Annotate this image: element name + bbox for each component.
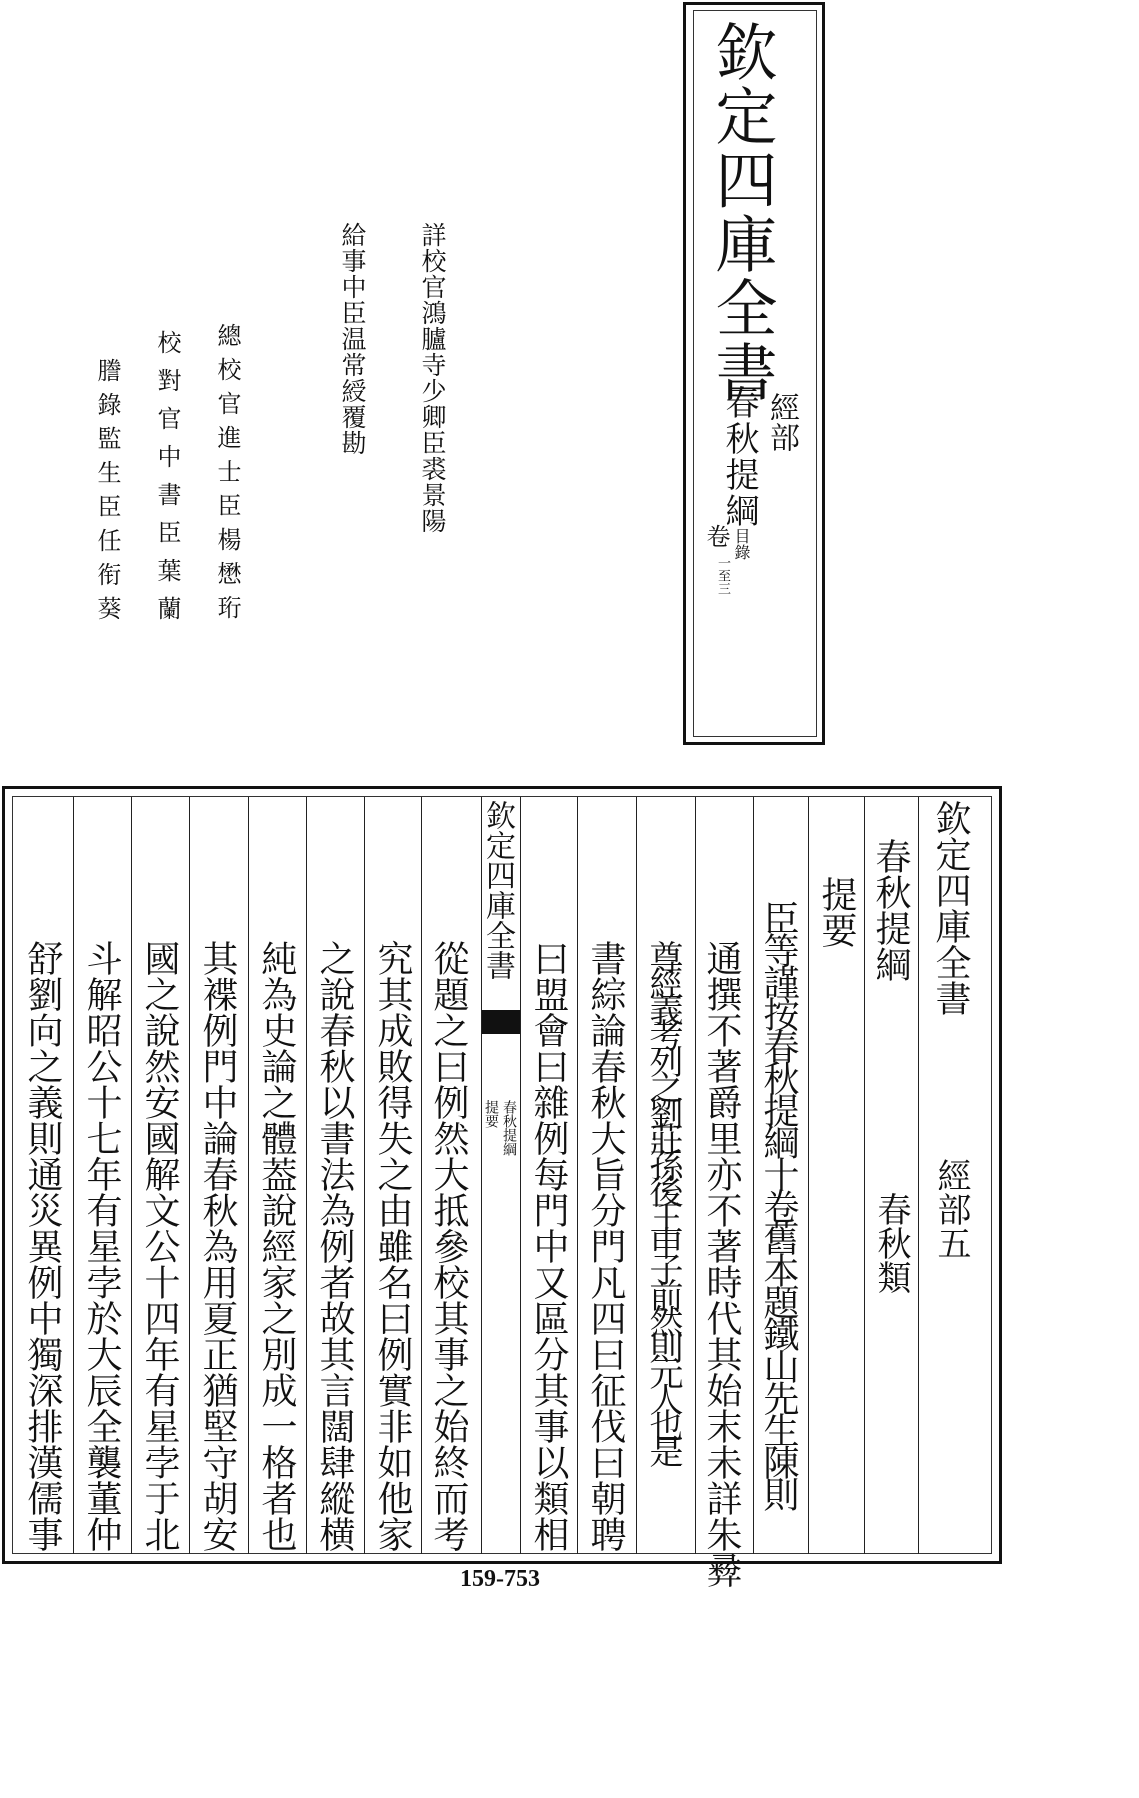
heading-tiyao: 提要 [816, 876, 857, 948]
column-rule [864, 797, 865, 1554]
text-column: 之說春秋以書法為例者故其言闊肆縱横 [314, 940, 355, 1552]
credit-copyist: 謄錄監生臣任衔葵 [93, 358, 121, 630]
gutter-title: 欽定四庫全書 [480, 800, 515, 980]
text-column: 尊經義考列之劉莊孫後王申子前然則元人也是 [643, 940, 683, 1460]
cover-volume-note-a: 目錄 [732, 528, 751, 560]
column-rule [636, 797, 637, 1554]
column-rule [73, 797, 74, 1554]
cover-volume-note-b: 一至三 [715, 556, 730, 595]
cover-title: 欽定四庫全書 [705, 20, 778, 404]
page-number: 159-753 [460, 1566, 540, 1592]
page-title: 欽定四庫全書 [930, 800, 971, 1016]
text-column: 通撰不著爵里亦不著時代其始末未詳朱彛 [701, 940, 742, 1588]
column-rule [189, 797, 190, 1554]
book-title: 春秋提綱 [870, 838, 911, 982]
text-column: 舒劉向之義則通災異例中獨深排漢儒事 [22, 940, 63, 1552]
cover-section: 經部 [764, 392, 799, 452]
column-rule [695, 797, 696, 1554]
section-label: 經部五 [931, 1158, 971, 1260]
text-column: 純為史論之體葢說經家之別成一格者也 [256, 940, 297, 1552]
cover-book-title: 春秋提綱 [719, 385, 759, 529]
column-rule [421, 797, 422, 1554]
column-rule [808, 797, 809, 1554]
column-rule [577, 797, 578, 1554]
column-rule [364, 797, 365, 1554]
text-column: 從題之曰例然大抵參校其事之始終而考 [428, 940, 469, 1552]
column-rule [918, 797, 919, 1554]
credit-collator: 校對官中書臣葉蘭 [153, 330, 181, 634]
text-column: 書綜論春秋大旨分門凡四曰征伐曰朝聘 [585, 940, 626, 1552]
category-label: 春秋類 [871, 1192, 911, 1294]
text-column: 究其成敗得失之由雖名曰例實非如他家 [372, 940, 413, 1552]
gutter-heading: 提要 [483, 1100, 499, 1128]
text-column: 國之說然安國解文公十四年有星孛于北 [139, 940, 180, 1552]
credit-chief-proofreader: 總校官進士臣楊懋珩 [213, 323, 241, 629]
gutter-book: 春秋提綱 [501, 1100, 517, 1156]
text-column: 臣等謹按春秋提綱十卷舊本題鐵山先生陳則 [758, 900, 799, 1508]
text-column: 斗解昭公十七年有星孛於大辰全襲董仲 [81, 940, 122, 1552]
column-rule [248, 797, 249, 1554]
column-rule [520, 797, 521, 1554]
cover-volume-main: 卷 [702, 524, 730, 548]
credit-detailed-proofreader: 詳校官鴻臚寺少卿臣裘景陽 [418, 222, 447, 534]
text-column: 曰盟會曰雜例每門中又區分其事以類相 [528, 940, 569, 1552]
column-rule [131, 797, 132, 1554]
credit-reviewer: 給事中臣温常綬覆勘 [338, 222, 367, 456]
column-rule [753, 797, 754, 1554]
column-rule [306, 797, 307, 1554]
fishtail-mark [482, 1010, 520, 1034]
text-column: 其褋例門中論春秋為用夏正猶堅守胡安 [197, 940, 238, 1552]
